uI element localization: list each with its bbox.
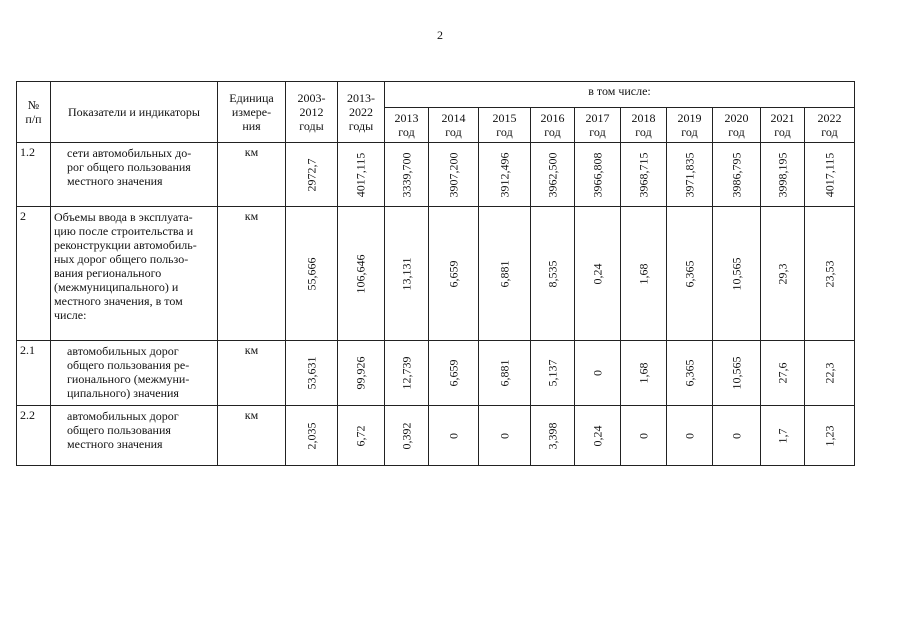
header-period-2003-2012: 2003- 2012 годы	[286, 82, 338, 143]
value-text: 0	[497, 432, 511, 439]
year-label: 2015	[492, 111, 517, 125]
year-label: 2013	[394, 111, 419, 125]
value-cell	[531, 143, 575, 207]
row-unit: км	[218, 143, 286, 207]
value-text: 23,53	[822, 260, 836, 287]
value-text: 6,659	[446, 260, 460, 287]
year-label: 2021	[770, 111, 795, 125]
value-cell	[385, 341, 429, 406]
value-cell	[805, 406, 855, 466]
row-indicator: автомобильных дорог общего пользования ре- гионального (межмуни- ципального) значения	[51, 341, 218, 406]
value-text: 6,72	[353, 425, 368, 446]
value-cell	[575, 207, 621, 341]
value-text: 22,3	[822, 362, 836, 384]
value-cell	[286, 341, 338, 406]
value-cell	[575, 143, 621, 207]
value-text: 10,565	[729, 356, 743, 390]
year-label: 2020	[724, 111, 749, 125]
row-unit: км	[218, 341, 286, 406]
year-label: 2018	[631, 111, 656, 125]
value-text: 5,137	[545, 359, 559, 387]
value-cell	[479, 406, 531, 466]
value-cell	[713, 143, 761, 207]
year-unit-label: год	[681, 125, 698, 139]
value-cell	[805, 207, 855, 341]
value-cell	[531, 406, 575, 466]
value-text: 0,24	[590, 263, 604, 284]
header-period-2013-2022: 2013- 2022 годы	[338, 82, 385, 143]
value-cell	[621, 406, 667, 466]
year-label: 2014	[441, 111, 466, 125]
value-cell	[713, 207, 761, 341]
value-text: 3998,195	[775, 152, 789, 197]
row-number: 2.1	[17, 341, 51, 406]
value-text: 106,646	[353, 254, 368, 293]
value-text: 1,68	[636, 362, 650, 384]
value-cell	[479, 143, 531, 207]
value-text: 53,631	[304, 356, 318, 390]
value-cell	[429, 143, 479, 207]
value-text: 2972,7	[304, 158, 318, 191]
value-cell	[385, 143, 429, 207]
value-cell	[338, 207, 385, 341]
value-text: 3907,200	[446, 152, 460, 197]
row-number: 2.2	[17, 406, 51, 466]
value-cell	[385, 406, 429, 466]
year-unit-label: год	[398, 125, 415, 139]
row-indicator: автомобильных дорог общего пользования местного значения	[51, 406, 218, 466]
value-cell	[667, 207, 713, 341]
header-row-1	[17, 82, 855, 108]
header-indicator: Показатели и индикаторы	[51, 82, 218, 143]
row-indicator: сети автомобильных до- рог общего пользования местного значения	[51, 143, 218, 207]
header-year-2014	[429, 108, 479, 143]
value-cell	[761, 406, 805, 466]
header-year-2020	[713, 108, 761, 143]
value-cell	[429, 406, 479, 466]
value-text: 6,881	[497, 359, 511, 387]
value-cell	[761, 341, 805, 406]
year-unit-label: год	[635, 125, 652, 139]
value-cell	[286, 207, 338, 341]
table-row	[17, 341, 855, 406]
value-text: 3,398	[545, 422, 559, 449]
value-text: 3968,715	[636, 152, 650, 197]
value-cell	[667, 341, 713, 406]
header-year-2019	[667, 108, 713, 143]
value-cell	[286, 143, 338, 207]
row-number: 1.2	[17, 143, 51, 207]
year-unit-label: год	[496, 125, 513, 139]
value-text: 4017,115	[822, 152, 836, 197]
value-text: 0	[590, 370, 604, 376]
value-cell	[575, 406, 621, 466]
value-cell	[621, 143, 667, 207]
header-year-2017	[575, 108, 621, 143]
value-cell	[338, 143, 385, 207]
row-unit: км	[218, 406, 286, 466]
header-num: № п/п	[17, 82, 51, 143]
value-cell	[479, 341, 531, 406]
value-text: 29,3	[775, 263, 789, 284]
value-text: 3912,496	[497, 152, 511, 197]
value-text: 6,365	[682, 260, 696, 287]
value-text: 3962,500	[545, 152, 559, 197]
year-unit-label: год	[821, 125, 838, 139]
header-including: в том числе:	[385, 82, 855, 108]
value-text: 6,659	[446, 359, 460, 387]
year-unit-label: год	[445, 125, 462, 139]
year-unit-label: год	[544, 125, 561, 139]
value-text: 12,739	[399, 356, 413, 390]
year-label: 2022	[817, 111, 842, 125]
value-cell	[667, 406, 713, 466]
row-unit: км	[218, 207, 286, 341]
year-label: 2017	[585, 111, 610, 125]
value-text: 4017,115	[353, 152, 368, 197]
table-row	[17, 406, 855, 466]
value-cell	[761, 207, 805, 341]
year-unit-label: год	[589, 125, 606, 139]
year-label: 2016	[540, 111, 565, 125]
value-text: 0,24	[590, 425, 604, 446]
value-text: 1,68	[636, 263, 650, 284]
value-text: 0,392	[399, 422, 413, 449]
value-cell	[531, 207, 575, 341]
value-cell	[575, 341, 621, 406]
value-cell	[479, 207, 531, 341]
row-number: 2	[17, 207, 51, 341]
value-text: 0	[729, 432, 743, 439]
header-year-2013	[385, 108, 429, 143]
year-unit-label: год	[774, 125, 791, 139]
value-cell	[667, 143, 713, 207]
header-year-2021	[761, 108, 805, 143]
year-label: 2019	[677, 111, 702, 125]
value-text: 0	[682, 432, 696, 439]
value-text: 0	[636, 432, 650, 439]
value-text: 3966,808	[590, 152, 604, 197]
value-text: 3971,835	[682, 152, 696, 197]
value-cell	[429, 207, 479, 341]
header-year-2022	[805, 108, 855, 143]
value-cell	[761, 143, 805, 207]
table-row	[17, 207, 855, 341]
header-year-2016	[531, 108, 575, 143]
value-cell	[338, 406, 385, 466]
indicators-table	[16, 81, 855, 466]
value-cell	[713, 341, 761, 406]
page-number: 2	[437, 28, 443, 42]
row-indicator: Объемы ввода в эксплуата- цию после строительства и реконструкции автомобиль- ных дорог общего пользо- вания регионального (межмуниципального) и местного значения, в том числе:	[51, 207, 218, 341]
value-cell	[621, 207, 667, 341]
value-cell	[338, 341, 385, 406]
value-cell	[805, 341, 855, 406]
value-text: 10,565	[729, 257, 743, 290]
value-text: 6,365	[682, 359, 696, 387]
value-cell	[621, 341, 667, 406]
value-text: 0	[446, 432, 460, 439]
value-cell	[429, 341, 479, 406]
year-unit-label: год	[728, 125, 745, 139]
value-text: 3339,700	[399, 152, 413, 197]
value-cell	[385, 207, 429, 341]
value-text: 8,535	[545, 260, 559, 287]
value-text: 13,131	[399, 257, 413, 290]
value-text: 2,035	[304, 422, 318, 449]
value-text: 6,881	[497, 260, 511, 287]
value-cell	[713, 406, 761, 466]
header-unit: Единица измере- ния	[218, 82, 286, 143]
table-row	[17, 143, 855, 207]
value-cell	[286, 406, 338, 466]
value-text: 27,6	[775, 362, 789, 384]
value-cell	[805, 143, 855, 207]
value-text: 1,7	[775, 428, 789, 443]
header-year-2015	[479, 108, 531, 143]
value-text: 99,926	[353, 356, 368, 390]
value-text: 3986,795	[729, 152, 743, 197]
header-year-2018	[621, 108, 667, 143]
value-cell	[531, 341, 575, 406]
value-text: 55,666	[304, 257, 318, 290]
value-text: 1,23	[822, 425, 836, 446]
